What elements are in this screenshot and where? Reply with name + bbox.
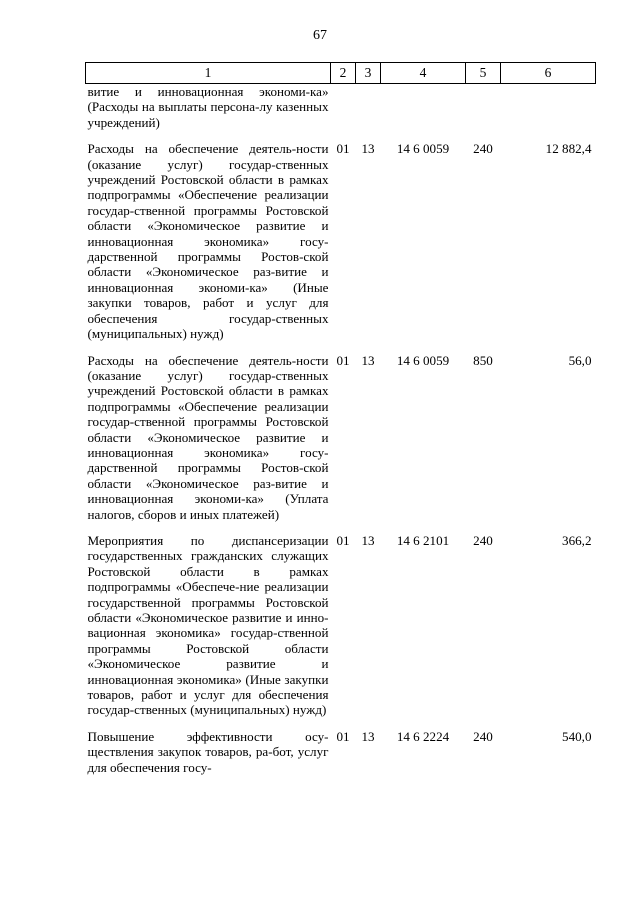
section-code: 01 xyxy=(336,352,350,368)
target-item-code: 14 6 0059 xyxy=(396,352,450,368)
subsection-code xyxy=(356,84,381,139)
expense-type-code: 240 xyxy=(473,532,493,548)
expense-type-code xyxy=(466,84,501,139)
table-row xyxy=(86,530,596,726)
amount: 12 882,4 xyxy=(545,141,592,157)
row-description: Мероприятия по диспансеризации государственных гражданских служащих Ростовской области в рамках подпрограммы «Обеспече-ние реализации государственной программы Ростовской области «Экономическое развитие и инно-вационная экономика» государ-ственной программы Ростовской области «Экономическое развитие и инновационная экономика» (Иные закупки товаров, работ и услуг для обеспечения государ-ственных (муниципальных) нужд) xyxy=(87,532,329,718)
row-description: Расходы на обеспечение деятель-ности (оказание услуг) государ-ственных учреждений Ростовской области в рамках подпрограммы «Обеспечение реализации государ-ственной программы Ростовской области «Экономическое развитие и инновационная экономика» госу-дарственной программы Ростов-ской области «Экономическое раз-витие и инновационная экономи-ка» (Уплата налогов, сборов и иных платежей) xyxy=(87,352,329,522)
table-row xyxy=(86,350,596,530)
amount: 56,0 xyxy=(568,352,592,368)
subsection-code: 13 xyxy=(361,728,375,744)
table-header-row xyxy=(86,63,596,84)
row-description: витие и инновационная экономи-ка» (Расходы на выплаты персона-лу казенных учреждений) xyxy=(87,84,329,130)
section-code: 01 xyxy=(336,532,350,548)
target-item-code xyxy=(381,84,466,139)
target-item-code: 14 6 0059 xyxy=(396,141,450,157)
column-header: 6 xyxy=(501,63,596,84)
column-header: 5 xyxy=(466,63,501,84)
amount xyxy=(501,84,596,139)
column-header: 2 xyxy=(331,63,356,84)
row-description: Повышение эффективности осу-ществления закупок товаров, ра-бот, услуг для обеспечения госу- xyxy=(87,728,329,775)
row-description: Расходы на обеспечение деятель-ности (оказание услуг) государ-ственных учреждений Ростовской области в рамках подпрограммы «Обеспечение реализации государ-ственной программы Ростовской области «Экономическое развитие и инновационная экономика» госу-дарственной программы Ростов-ской области «Экономическое раз-витие и инновационная экономи-ка» (Иные закупки товаров, работ и услуг для обеспечения государ-ственных (муниципальных) нужд) xyxy=(87,141,329,342)
column-header: 4 xyxy=(381,63,466,84)
section-code: 01 xyxy=(336,141,350,157)
section-code xyxy=(331,84,356,139)
amount: 540,0 xyxy=(562,728,592,744)
subsection-code: 13 xyxy=(361,352,375,368)
amount: 366,2 xyxy=(562,532,592,548)
expense-type-code: 850 xyxy=(473,352,493,368)
target-item-code: 14 6 2224 xyxy=(396,728,450,744)
table-row xyxy=(86,84,596,139)
column-header: 1 xyxy=(86,63,331,84)
section-code: 01 xyxy=(336,728,350,744)
subsection-code: 13 xyxy=(361,141,375,157)
expense-type-code: 240 xyxy=(473,728,493,744)
table-row xyxy=(86,138,596,349)
column-header: 3 xyxy=(356,63,381,84)
budget-table xyxy=(85,62,596,775)
target-item-code: 14 6 2101 xyxy=(396,532,450,548)
expense-type-code: 240 xyxy=(473,141,493,157)
subsection-code: 13 xyxy=(361,532,375,548)
table-row xyxy=(86,726,596,775)
page-number: 67 xyxy=(313,28,327,43)
